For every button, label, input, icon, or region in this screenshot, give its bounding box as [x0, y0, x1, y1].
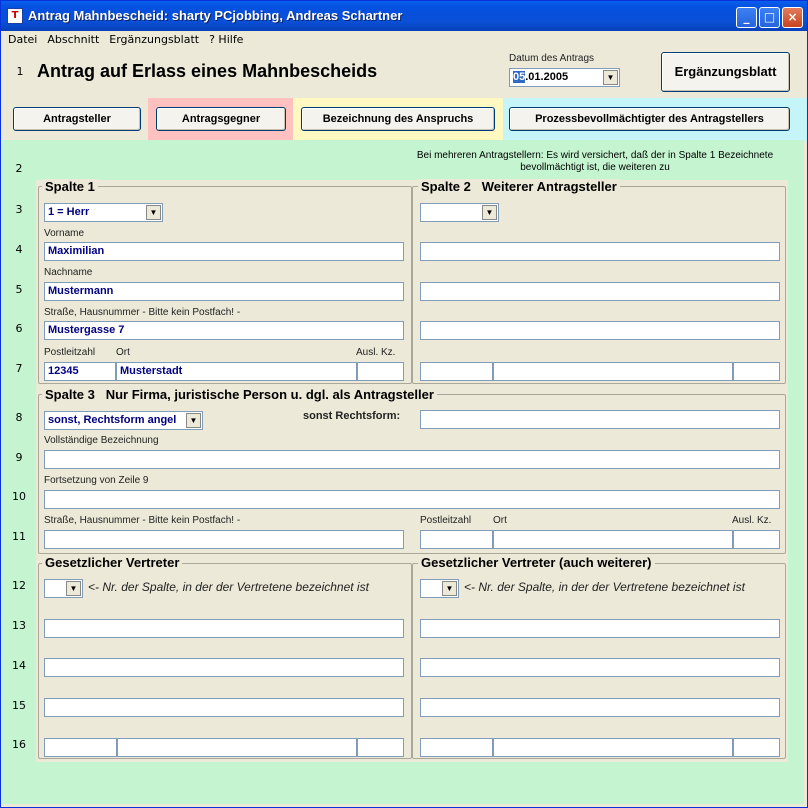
tab-antragsgegner[interactable]: Antragsgegner	[156, 107, 286, 131]
ort-input[interactable]: Musterstadt	[116, 362, 357, 381]
vertreter2-row13-input[interactable]	[420, 619, 780, 638]
menu-abschnitt[interactable]: Abschnitt	[47, 33, 100, 46]
spalte2-title	[418, 179, 620, 194]
plz3-input[interactable]	[420, 530, 493, 549]
vertreter2-spalte-select[interactable]	[420, 579, 459, 598]
spalte1-title: Spalte 1	[42, 179, 98, 194]
vertreter2-ausl-input[interactable]	[733, 738, 780, 757]
vertreter2-plz-input[interactable]	[420, 738, 493, 757]
sonst-rechtsform-input[interactable]	[420, 410, 780, 429]
vertreter-row13-input[interactable]	[44, 619, 404, 638]
ort-label: Ort	[116, 347, 130, 358]
row-number: 15	[12, 699, 26, 712]
vertreter-row14-input[interactable]	[44, 658, 404, 677]
title-bar[interactable]	[1, 1, 807, 31]
row-number: 7	[15, 362, 23, 375]
window-title: Antrag Mahnbescheid: sharty PCjobbing, Andreas Schartner	[28, 8, 403, 23]
ort2-input[interactable]	[493, 362, 733, 381]
strasse3-input[interactable]	[44, 530, 404, 549]
row-number: 3	[15, 203, 23, 216]
plz3-label: Postleitzahl	[420, 515, 472, 526]
bezeichnung-input[interactable]	[44, 450, 780, 469]
fortsetzung-input[interactable]	[44, 490, 780, 509]
vorname-input[interactable]: Maximilian	[44, 242, 404, 261]
spalte2-label: Spalte 2	[421, 179, 471, 194]
row-number: 6	[15, 322, 23, 335]
ergaenzungsblatt-button[interactable]: Ergänzungsblatt	[661, 52, 790, 92]
vorname2-input[interactable]	[420, 242, 780, 261]
rechtsform-select[interactable]	[44, 411, 203, 430]
fortsetzung-label: Fortsetzung von Zeile 9	[44, 475, 149, 486]
maximize-button[interactable]: □	[759, 7, 780, 28]
strasse2-input[interactable]	[420, 321, 780, 340]
row-number: 13	[12, 619, 26, 632]
spalte3-label: Spalte 3	[45, 387, 95, 402]
tab-antragsteller[interactable]: Antragsteller	[13, 107, 141, 131]
bezeichnung-label: Vollständige Bezeichnung	[44, 435, 159, 446]
vertreter2-row14-input[interactable]	[420, 658, 780, 677]
vertreter-spalte-select[interactable]	[44, 579, 83, 598]
ausl3-input[interactable]	[733, 530, 780, 549]
row-number: 12	[12, 579, 26, 592]
spalte3-subtitle: Nur Firma, juristische Person u. dgl. als Antragsteller	[105, 387, 434, 402]
page-title: Antrag auf Erlass eines Mahnbescheids	[37, 61, 378, 81]
chevron-down-icon[interactable]: ▼	[146, 205, 161, 220]
strasse3-label: Straße, Hausnummer - Bitte kein Postfach! -	[44, 515, 241, 526]
strasse-label: Straße, Hausnummer - Bitte kein Postfach! -	[44, 307, 241, 318]
app-icon[interactable]: T	[7, 8, 23, 24]
row-number: 1	[16, 65, 24, 78]
tab-prozessbevollmaechtigter[interactable]: Prozessbevollmächtigter des Antragstellers	[509, 107, 790, 131]
rechtsform-value: sonst, Rechtsform angel	[48, 414, 177, 426]
date-day: 05	[513, 71, 526, 83]
ausl-input[interactable]	[357, 362, 404, 381]
row-number: 10	[12, 490, 26, 503]
ort3-input[interactable]	[493, 530, 733, 549]
plz-label: Postleitzahl	[44, 347, 96, 358]
vertreter-title: Gesetzlicher Vertreter	[42, 555, 182, 570]
date-rest: .01.2005	[525, 71, 569, 83]
vertreter2-hint: <- Nr. der Spalte, in der der Vertretene bezeichnet ist	[464, 580, 745, 594]
date-picker[interactable]	[509, 68, 620, 87]
vertreter2-ort-input[interactable]	[493, 738, 733, 757]
sonst-rechtsform-label: sonst Rechtsform:	[303, 410, 401, 422]
chevron-down-icon[interactable]: ▼	[442, 581, 457, 596]
spalte3-title	[42, 387, 437, 402]
close-button[interactable]: ×	[782, 7, 803, 28]
plz2-input[interactable]	[420, 362, 493, 381]
ausl3-label: Ausl. Kz.	[732, 515, 772, 526]
menu-ergaenzungsblatt[interactable]: Ergänzungsblatt	[109, 33, 200, 46]
row-number: 4	[15, 243, 23, 256]
vertreter-ausl-input[interactable]	[357, 738, 404, 757]
date-label: Datum des Antrags	[509, 53, 595, 64]
row-number: 11	[12, 530, 26, 543]
notice-text: Bei mehreren Antragstellern: Es wird versichert, daß der in Spalte 1 Bezeichnete bevollmächtigt ist, die weiteren zu	[416, 150, 774, 173]
vertreter-ort-input[interactable]	[117, 738, 357, 757]
vertreter2-row15-input[interactable]	[420, 698, 780, 717]
menu-bar	[3, 31, 805, 49]
chevron-down-icon[interactable]: ▼	[186, 413, 201, 428]
strasse-input[interactable]: Mustergasse 7	[44, 321, 404, 340]
menu-hilfe[interactable]: ? Hilfe	[209, 33, 244, 46]
chevron-down-icon[interactable]: ▼	[482, 205, 497, 220]
vertreter-plz-input[interactable]	[44, 738, 117, 757]
nachname-label: Nachname	[44, 267, 93, 278]
vertreter-row15-input[interactable]	[44, 698, 404, 717]
chevron-down-icon[interactable]: ▼	[603, 70, 618, 85]
vertreter-hint: <- Nr. der Spalte, in der der Vertretene bezeichnet ist	[88, 580, 369, 594]
row-number: 2	[15, 162, 23, 175]
plz-input[interactable]: 12345	[44, 362, 116, 381]
vertreter2-title: Gesetzlicher Vertreter (auch weiterer)	[418, 555, 655, 570]
row-number: 8	[15, 411, 23, 424]
menu-datei[interactable]: Datei	[8, 33, 38, 46]
row-number: 5	[15, 283, 23, 296]
chevron-down-icon[interactable]: ▼	[66, 581, 81, 596]
vorname-label: Vorname	[44, 228, 85, 239]
minimize-button[interactable]: _	[736, 7, 757, 28]
row-number: 9	[15, 451, 23, 464]
ort3-label: Ort	[493, 515, 507, 526]
tab-anspruch[interactable]: Bezeichnung des Anspruchs	[301, 107, 495, 131]
anrede2-select[interactable]	[420, 203, 499, 222]
ausl2-input[interactable]	[733, 362, 780, 381]
row-number: 16	[12, 738, 26, 751]
anrede-value: 1 = Herr	[48, 206, 90, 218]
anrede-select[interactable]	[44, 203, 163, 222]
ausl-label: Ausl. Kz.	[356, 347, 396, 358]
spalte2-subtitle: Weiterer Antragsteller	[481, 179, 617, 194]
nachname2-input[interactable]	[420, 282, 780, 301]
nachname-input[interactable]: Mustermann	[44, 282, 404, 301]
row-number: 14	[12, 659, 26, 672]
